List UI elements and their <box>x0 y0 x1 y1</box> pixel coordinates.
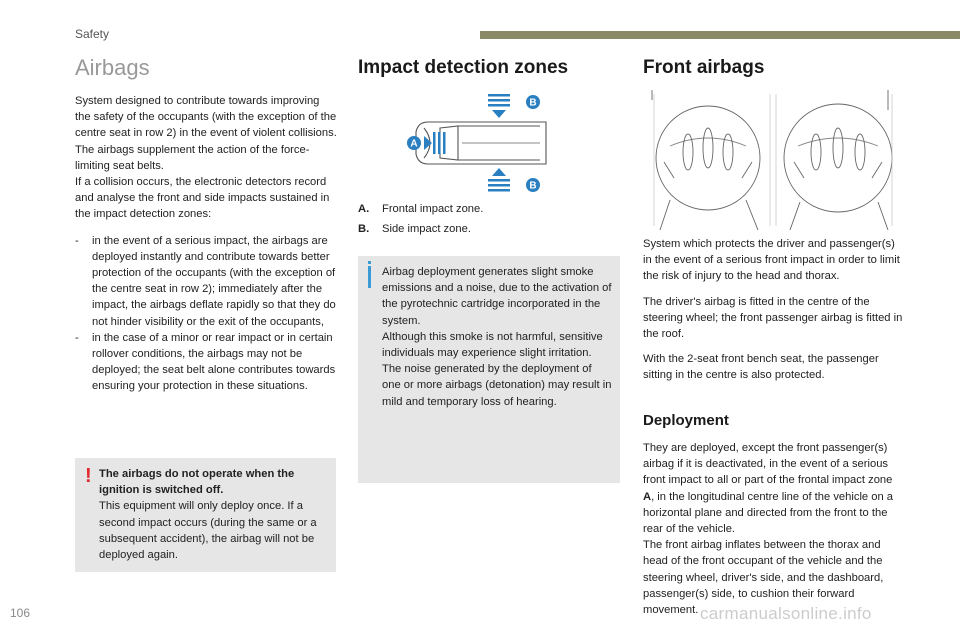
label-badge-b-bottom <box>526 178 540 192</box>
label-a: A <box>410 138 418 150</box>
legend-text: Side impact zone. <box>382 223 471 236</box>
legend-row-a <box>358 201 620 217</box>
warning-box <box>75 458 336 572</box>
legend-key: B. <box>358 223 370 236</box>
front-airbags-title: Front airbags <box>643 57 765 78</box>
paragraph: With the 2-seat front bench seat, the passenger sitting in the centre is also protected. <box>643 353 879 382</box>
impact-zones-legend <box>358 201 620 241</box>
side-impact-arrow-bottom <box>488 168 510 192</box>
info-paragraph: The noise generated by the deployment of one or more airbags (detonation) may result in mild and temporary loss of hearing. <box>382 363 612 408</box>
airbags-bullets <box>75 233 337 395</box>
label-badge-b-top <box>526 95 540 109</box>
info-icon <box>368 266 371 288</box>
deployment-zone-a: A <box>643 490 652 503</box>
intro-paragraph: If a collision occurs, the electronic detectors record and analyse the front and side impacts sustained in the impact detection zones: <box>75 176 330 221</box>
legend-key: A. <box>358 203 370 215</box>
label-badge-a <box>407 136 421 150</box>
intro-paragraph: The airbags supplement the action of the force-limiting seat belts. <box>75 143 310 172</box>
warning-text: This equipment will only deploy once. If a second impact occurs (during the same or a subsequent accident), the airbag will not be deployed again. <box>99 500 317 562</box>
info-paragraph: Airbag deployment generates slight smoke emissions and a noise, due to the activation of the pyrotechnic cartridge incorporated in the system. <box>382 266 612 327</box>
paragraph: System which protects the driver and passenger(s) in the event of a serious front impact in order to limit the risk of injury to the head and thorax. <box>643 238 900 283</box>
airbags-intro <box>75 93 337 223</box>
impact-zones-title: Impact detection zones <box>358 57 569 78</box>
airbags-title: Airbags <box>75 55 150 80</box>
front-airbags-column <box>643 55 905 91</box>
list-item: - in the event of a serious impact, the airbags are deployed instantly and contribute towards better protection of the occupants (with the exception of the centre seat in row 2); immediately after the impact, the airbags deflate rapidly so that they do not hinder visibility or the exit of the occupants, <box>75 234 336 328</box>
label-b-bottom: B <box>529 180 537 192</box>
list-item: - in the case of a minor or rear impact or in certain rollover conditions, the airbags may not be deployed; the seat belt alone contributes towards ensuring your protection in these situations. <box>75 331 336 393</box>
deployment-text <box>643 440 905 618</box>
frontal-impact-arrow <box>424 132 446 154</box>
legend-row-b <box>358 221 620 237</box>
impact-zones-column <box>358 55 620 91</box>
front-airbags-diagram <box>650 90 895 230</box>
bullet-text: in the case of a minor or rear impact or in certain rollover conditions, the airbags may not be deployed; the seat belt alone contributes towards ensuring your protection in these situations. <box>92 331 336 393</box>
page-number: 106 <box>10 606 31 620</box>
deployment-title: Deployment <box>643 412 729 429</box>
intro-paragraph: System designed to contribute towards improving the safety of the occupants (with the exception of the centre seat in row 2) in the event of violent collisions. <box>75 95 337 140</box>
side-impact-arrow-top <box>488 94 510 118</box>
airbags-column <box>75 55 337 395</box>
deployment-text-part: The front airbag inflates between the thorax and head of the front occupant of the vehicle and the steering wheel, driver's side, and the dashboard, passenger(s) side, to cushion their forward movement. <box>643 539 884 617</box>
label-b-top: B <box>529 97 537 109</box>
header-bar <box>480 31 960 39</box>
passenger-airbag <box>784 104 892 212</box>
deployment-text-part: , in the longitudinal centre line of the vehicle on a horizontal plane and directed from the front to the rear of the vehicle. <box>643 490 894 536</box>
bullet-text: in the event of a serious impact, the airbags are deployed instantly and contribute towards better protection of the occupants (with the exception of the centre seat in row 2); immediately after the impact, the airbags deflate rapidly so that they do not hinder visibility or the exit of the occupants, <box>92 234 336 328</box>
warning-bold-text: The airbags do not operate when the ignition is switched off. <box>99 468 295 497</box>
impact-zones-diagram <box>400 88 550 198</box>
driver-airbag <box>656 106 760 210</box>
front-airbags-text <box>643 236 905 393</box>
info-box <box>358 256 620 483</box>
info-paragraph: Although this smoke is not harmful, sensitive individuals may experience slight irritation. <box>382 330 603 360</box>
watermark: carmanualsonline.info <box>700 604 872 623</box>
deployment-text-part: They are deployed, except the front passenger(s) airbag if it is deactivated, in the event of a serious front impact to all or part of the frontal impact zone <box>643 442 893 487</box>
paragraph: The driver's airbag is fitted in the centre of the steering wheel; the front passenger airbag is fitted in the roof. <box>643 295 903 341</box>
legend-text: Frontal impact zone. <box>382 203 484 215</box>
section-label: Safety <box>75 27 110 41</box>
warning-exclamation-icon: ! <box>85 465 92 487</box>
